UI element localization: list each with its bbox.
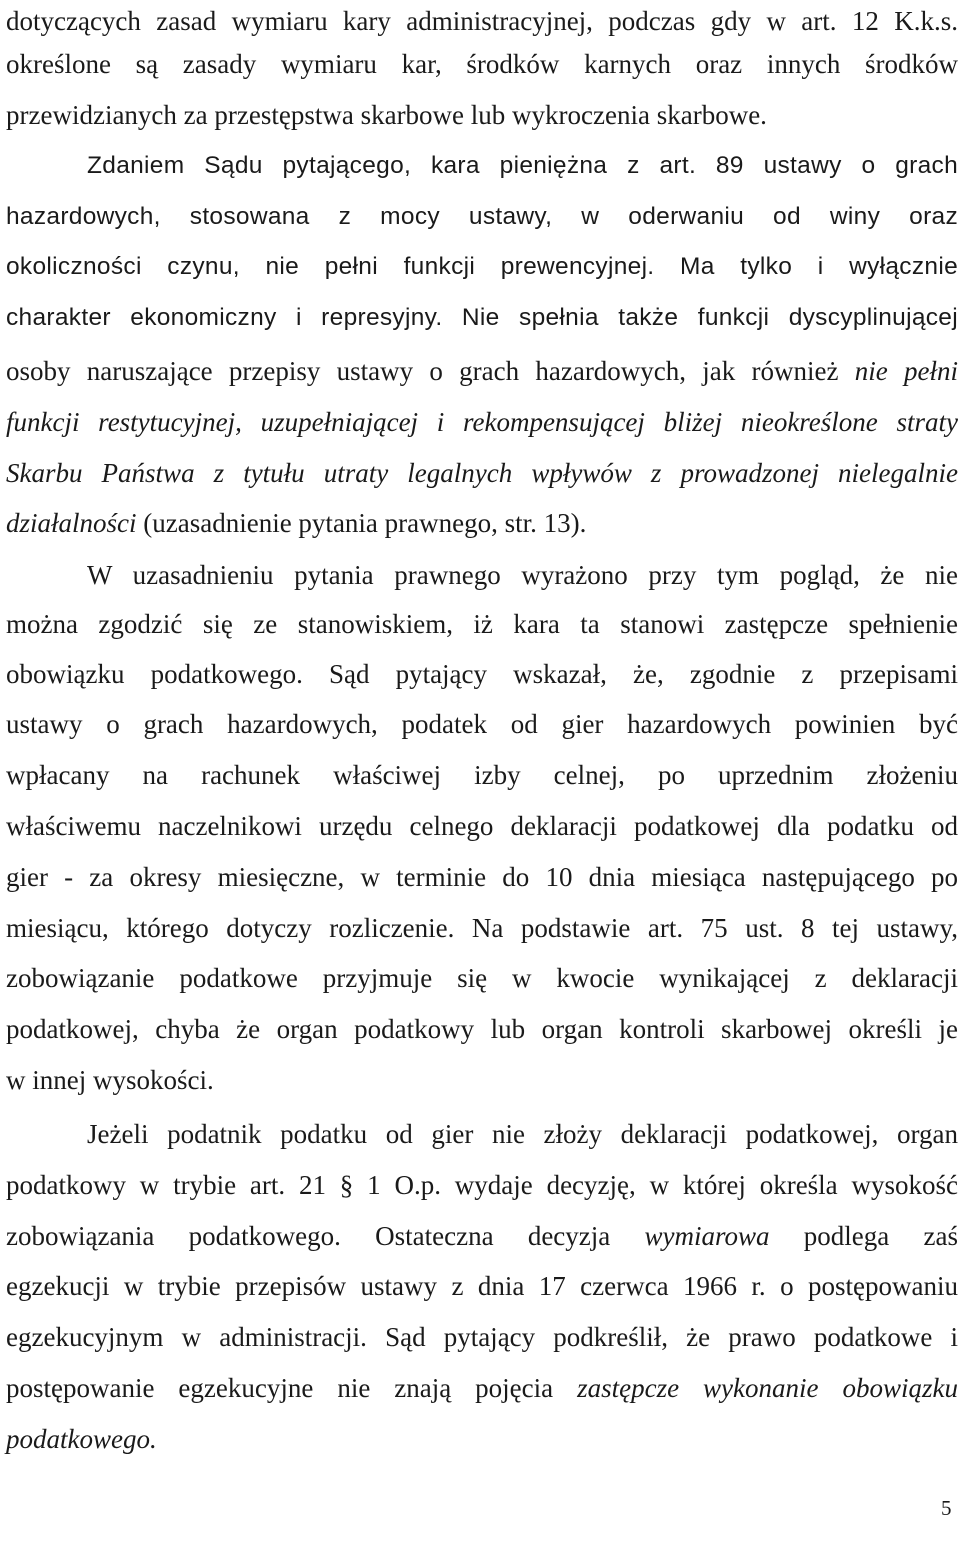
text-line	[6, 902, 958, 954]
text-segment: miesiącu, którego dotyczy rozliczenie. Na podstawie art. 75 ust. 8 tej ustawy,	[6, 913, 958, 943]
text-line	[6, 1003, 958, 1055]
italic-text: wymiarowa	[644, 1221, 770, 1251]
text-line	[6, 800, 958, 852]
text-line	[6, 549, 958, 601]
text-segment: w innej wysokości.	[6, 1065, 214, 1095]
text-line	[6, 89, 958, 141]
text-segment: zobowiązanie podatkowe przyjmuje się w kwocie wynikającej z deklaracji	[6, 963, 958, 993]
text-line	[6, 1260, 958, 1312]
text-line	[6, 749, 958, 801]
text-line	[6, 1159, 958, 1211]
text-line	[6, 447, 958, 499]
text-segment: można zgodzić się ze stanowiskiem, iż kara ta stanowi zastępcze spełnienie	[6, 609, 958, 639]
text-segment: gier - za okresy miesięczne, w terminie do 10 dnia miesiąca następującego po	[6, 862, 958, 892]
italic-text: Skarbu Państwa z tytułu utraty legalnych wpływów z prowadzonej nielegalnie	[6, 458, 958, 488]
italic-text: funkcji restytucyjnej, uzupełniającej i rekompensującej bliżej nieokreślone straty	[6, 407, 958, 437]
text-segment: charakter ekonomiczny i represyjny.	[6, 304, 443, 331]
text-line	[6, 851, 958, 903]
italic-text: podatkowego.	[6, 1424, 157, 1454]
text-segment: zobowiązania podatkowego. Ostateczna decyzja	[6, 1221, 645, 1251]
text-segment: ustawy o grach hazardowych, podatek od gier hazardowych powinien być	[6, 709, 958, 739]
text-segment: dotyczących zasad wymiaru kary administracyjnej, podczas gdy w art. 12 K.k.s.	[6, 6, 958, 36]
text-segment: wpłacany na rachunek właściwej izby celnej, po uprzednim złożeniu	[6, 760, 958, 790]
text-line	[6, 1362, 958, 1414]
text-segment: egzekucji w trybie przepisów ustawy z dnia 17 czerwca 1966 r. o postępowaniu	[6, 1271, 958, 1301]
text-line	[6, 38, 958, 90]
text-segment: obowiązku podatkowego. Sąd pytający wskazał, że, zgodnie z przepisami	[6, 659, 958, 689]
text-segment: Nie spełnia także funkcji dyscyplinującej	[442, 304, 958, 331]
text-line	[6, 345, 958, 397]
text-segment: W uzasadnieniu pytania prawnego wyrażono przy tym pogląd, że nie	[87, 560, 958, 590]
text-line	[6, 1413, 958, 1465]
text-segment: osoby naruszające przepisy ustawy o grach hazardowych, jak również	[6, 356, 855, 386]
text-segment: (uzasadnienie pytania prawnego, str. 13).	[136, 508, 587, 538]
text-segment: właściwemu naczelnikowi urzędu celnego deklaracji podatkowej dla podatku od	[6, 811, 958, 841]
text-line	[6, 241, 958, 293]
text-line	[6, 292, 958, 344]
text-segment: egzekucyjnym w administracji. Sąd pytający podkreślił, że prawo podatkowe i	[6, 1322, 958, 1352]
text-line	[6, 140, 958, 192]
text-segment: podatkowej, chyba że organ podatkowy lub organ kontroli skarbowej określi je	[6, 1014, 958, 1044]
text-line	[6, 598, 958, 650]
text-line	[6, 648, 958, 700]
text-line	[6, 191, 958, 243]
text-segment: podlega zaś	[769, 1221, 958, 1251]
italic-text: zastępcze wykonanie obowiązku	[577, 1373, 958, 1403]
italic-text: działalności	[6, 508, 137, 538]
text-line	[6, 396, 958, 448]
text-segment: Zdaniem Sądu pytającego, kara pieniężna z art. 89 ustawy o grach	[87, 152, 958, 179]
text-segment: postępowanie egzekucyjne nie znają pojęcia	[6, 1373, 578, 1403]
text-segment: określone są zasady wymiaru kar, środków karnych oraz innych środków	[6, 49, 958, 79]
text-segment: hazardowych, stosowana z mocy ustawy, w oderwaniu od winy oraz	[6, 203, 958, 230]
text-line	[6, 497, 958, 549]
text-line	[6, 952, 958, 1004]
text-segment: przewidzianych za przestępstwa skarbowe lub wykroczenia skarbowe.	[6, 100, 767, 130]
page-number: 5	[941, 1496, 952, 1520]
text-segment: okoliczności czynu, nie pełni funkcji prewencyjnej. Ma tylko i wyłącznie	[6, 253, 958, 280]
text-line	[6, 1054, 958, 1106]
text-line	[6, 1210, 958, 1262]
text-segment: Jeżeli podatnik podatku od gier nie złoży deklaracji podatkowej, organ	[87, 1119, 958, 1149]
italic-text: nie pełni	[854, 356, 958, 386]
text-line	[6, 698, 958, 750]
text-line	[6, 1108, 958, 1160]
text-line	[6, 1311, 958, 1363]
text-segment: podatkowy w trybie art. 21 § 1 O.p. wydaje decyzję, w której określa wysokość	[6, 1170, 958, 1200]
